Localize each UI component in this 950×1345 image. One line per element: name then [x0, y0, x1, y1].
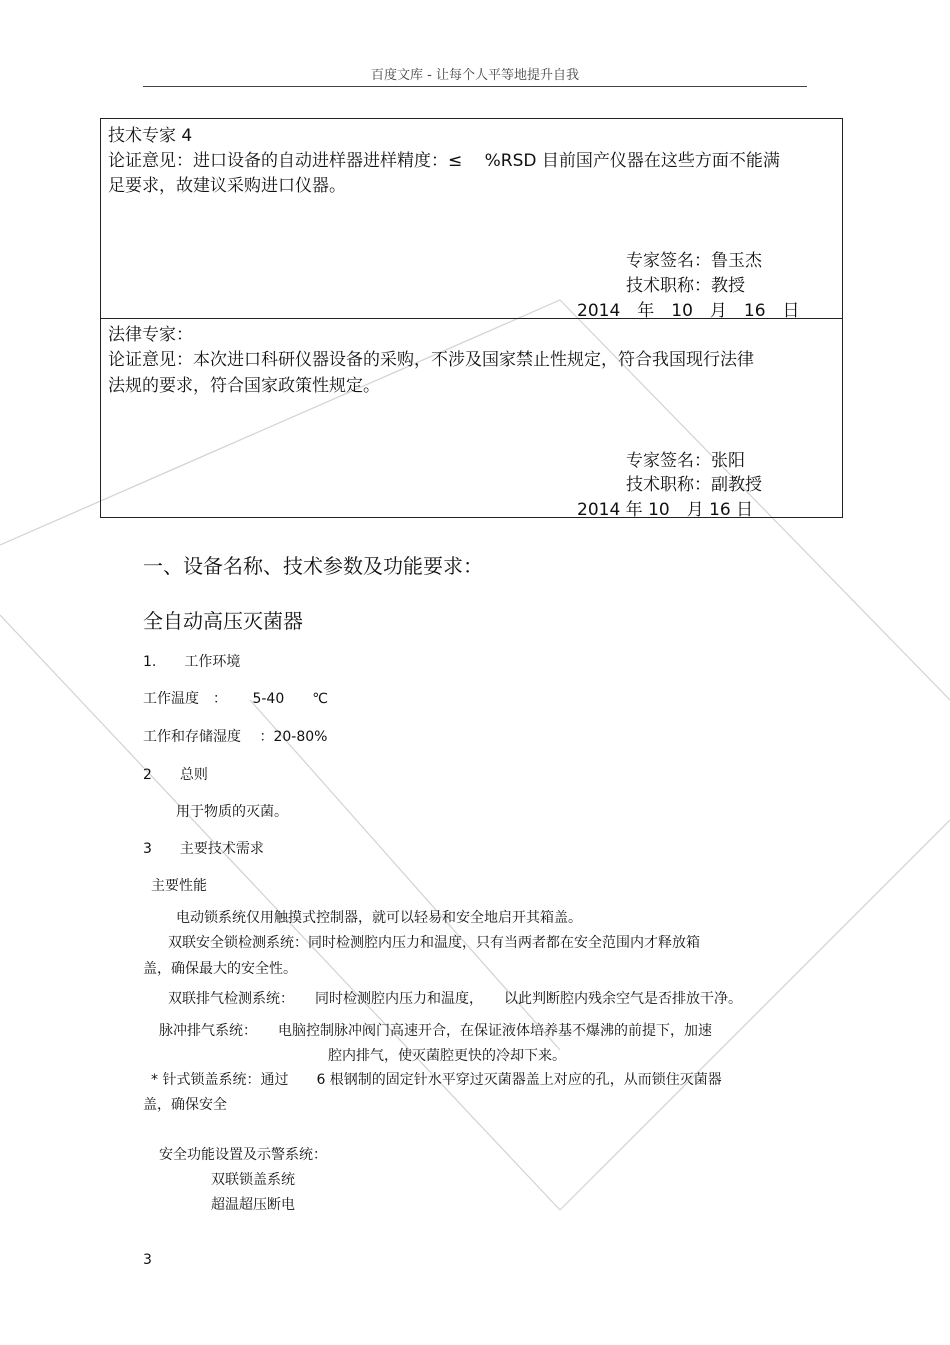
perf-item-1: 电动锁系统仅用触摸式控制器，就可以轻易和安全地启开其箱盖。 [176, 910, 582, 926]
box2-rank: 技术职称：副教授 [626, 475, 762, 495]
perf-item-2-line2: 盖，确保最大的安全性。 [143, 961, 297, 977]
general-text: 用于物质的灭菌。 [176, 804, 288, 820]
humidity-line: 工作和存储湿度 ：20-80% [143, 729, 328, 745]
perf-item-4-line1: 脉冲排气系统： 电脑控制脉冲阀门高速开合，在保证液体培养基不爆沸的前提下，加速 [159, 1023, 712, 1039]
box1-rank: 技术职称：教授 [626, 276, 745, 296]
perf-item-3: 双联排气检测系统： 同时检测腔内压力和温度， 以此判断腔内残余空气是否排放干净。 [168, 991, 742, 1007]
safety-heading: 安全功能设置及示警系统： [159, 1147, 327, 1163]
box2-signature: 专家签名：张阳 [626, 451, 745, 471]
safety-item-1: 双联锁盖系统 [211, 1172, 295, 1188]
perf-item-4-line2: 腔内排气，使灭菌腔更快的冷却下来。 [328, 1048, 566, 1064]
box1-signature: 专家签名：鲁玉杰 [626, 251, 762, 271]
box1-date: 2014 年 10 月 16 日 [577, 301, 800, 321]
header-rule [143, 86, 807, 87]
device-title: 全自动高压灭菌器 [143, 609, 303, 633]
box1-opinion-line1: 论证意见：进口设备的自动进样器进样精度：≤ %RSD 目前国产仪器在这些方面不能满 [108, 151, 780, 171]
perf-item-2-line1: 双联安全锁检测系统：同时检测腔内压力和温度，只有当两者都在安全范围内才释放箱 [168, 935, 700, 951]
page-number: 3 [143, 1252, 152, 1268]
safety-item-2: 超温超压断电 [211, 1197, 295, 1213]
tech-heading: 3 主要技术需求 [143, 841, 264, 857]
header-text: 百度文库 - 让每个人平等地提升自我 [371, 68, 579, 83]
box1-title: 技术专家 4 [108, 126, 193, 146]
main-perf-heading: 主要性能 [151, 878, 207, 894]
section-heading: 一、设备名称、技术参数及功能要求： [143, 554, 483, 578]
box2-date: 2014 年 10 月 16 日 [577, 500, 754, 520]
temp-line: 工作温度 ： 5-40 ℃ [143, 691, 328, 707]
box2-title: 法律专家： [108, 325, 193, 345]
perf-item-5-line1: * 针式锁盖系统：通过 6 根钢制的固定针水平穿过灭菌器盖上对应的孔，从而锁住灭菌器 [151, 1072, 722, 1088]
env-heading: 1. 工作环境 [143, 654, 241, 670]
box2-opinion-line1: 论证意见：本次进口科研仪器设备的采购，不涉及国家禁止性规定，符合我国现行法律 [108, 350, 754, 370]
perf-item-5-line2: 盖，确保安全 [143, 1097, 227, 1113]
general-heading: 2 总则 [143, 767, 208, 783]
box2-opinion-line2: 法规的要求，符合国家政策性规定。 [108, 376, 380, 396]
box1-opinion-line2: 足要求，故建议采购进口仪器。 [108, 176, 346, 196]
